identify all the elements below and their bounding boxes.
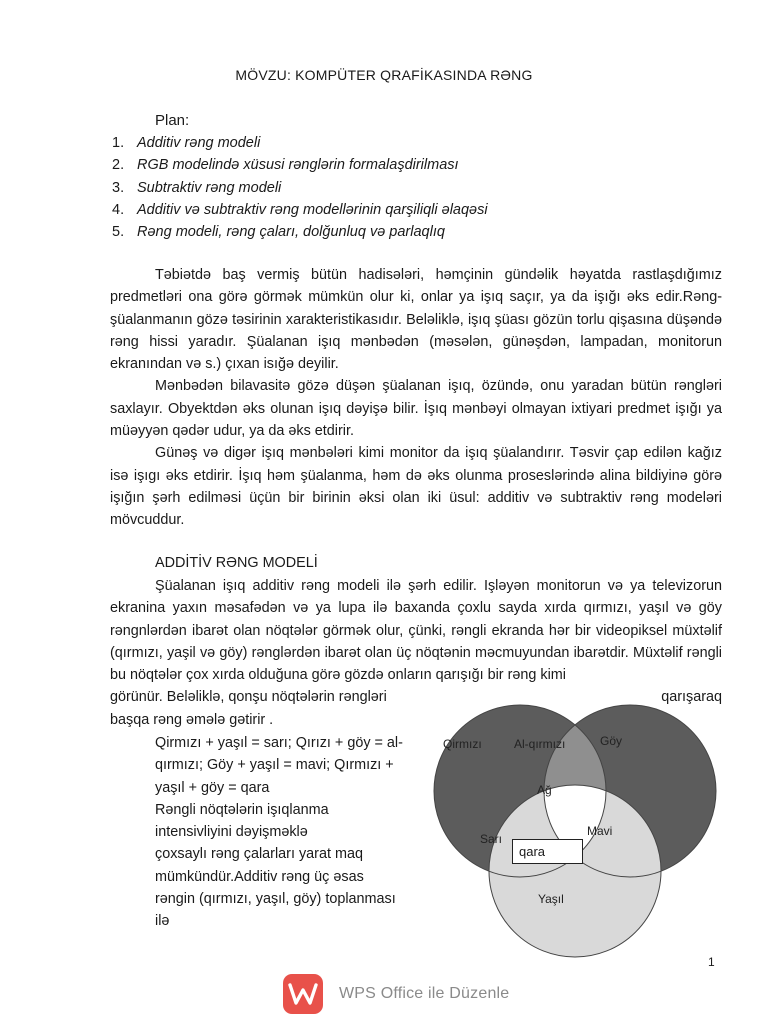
- wps-edit-banner[interactable]: [283, 972, 509, 1016]
- split-line-right: qarışaraq: [661, 689, 722, 705]
- plan-item-text: Additiv və subtraktiv rəng modellərinin qarşiliqli əlaqəsi: [137, 201, 488, 218]
- paragraph: Təbiətdə baş vermiş bütün hadisələri, həmçinin gündəlik həyatda rastlaşdığımız predmetləri ona görə görmək mümkün olur ki, onlar ya işıq saçır, ya da işığı əks edir.Rəng-şüalanmanın gözə təsirinin xarakteristikasıdır. Beləliklə, işıq şüası gözün torlu qişasına düşəndə rəng hissi yaradır. Şüalanan işıq mənbədən (məsələn, günəşdən, lampadan, monitorun ekranından və s.) çıxan isığə deyilir.: [110, 267, 722, 373]
- paragraph: Mənbədən bilavasitə gözə düşən şüalanan işıq, özündə, onu yaradan bütün rəngləri saxlayır. Obyektdən əks olunan işıq dəyişə bilir. İşıq mənbəyi olmayan ixtiyari predmet işığı ya müəyyən qədər udur, ya da əks etdirir.: [110, 378, 722, 440]
- plan-item-number: 5.: [112, 224, 125, 241]
- plan-item-text: Additiv rəng modeli: [137, 135, 261, 151]
- text-line: intensivliyini dəyişməklə: [155, 824, 308, 841]
- text-line: yaşıl + göy = qara: [155, 779, 270, 796]
- wps-logo-icon: [283, 974, 323, 1014]
- plan-item: [112, 199, 488, 221]
- page-title: MÖVZU: KOMPÜTER QRAFİKASINDA RƏNG: [235, 67, 533, 83]
- section-text: [110, 575, 722, 686]
- plan-item-number: 1.: [112, 135, 125, 151]
- label-yellow: Sarı: [480, 832, 503, 846]
- text-line: rəngin (qırmızı, yaşıl, göy) toplanması: [155, 891, 396, 908]
- label-magenta: Al-qırmızı: [514, 737, 566, 751]
- text-line: ilə: [155, 913, 170, 930]
- text-line: qırmızı; Göy + yaşıl = mavi; Qırmızı +: [155, 757, 394, 774]
- wps-edit-label[interactable]: WPS Office ile Düzenle: [339, 985, 510, 1002]
- plan-list: [112, 132, 488, 243]
- split-line-continuation: başqa rəng əmələ gətirir .: [110, 712, 274, 728]
- plan-item-number: 4.: [112, 201, 125, 218]
- label-red: Qirmızı: [443, 737, 482, 751]
- intro-text: [110, 264, 722, 532]
- text-line: Qirmızı + yaşıl = sarı; Qırızı + göy = al-: [155, 735, 403, 751]
- left-column-text: [110, 732, 415, 933]
- page-number: 1: [708, 955, 715, 969]
- plan-item: [112, 221, 488, 243]
- plan-item: [112, 154, 488, 176]
- black-label-box: qara: [512, 839, 583, 864]
- plan-item-number: 2.: [112, 157, 125, 174]
- wps-w-glyph: [288, 982, 318, 1006]
- text-line: mümkündür.Additiv rəng üç əsas: [155, 868, 364, 885]
- label-blue: Göy: [600, 734, 623, 748]
- split-line-left: görünür. Beləliklə, qonşu nöqtələrin rəngləri: [110, 689, 387, 705]
- plan-item: [112, 132, 488, 154]
- venn-svg: [425, 693, 725, 906]
- text-line: Rəngli nöqtələrin işıqlanma: [155, 801, 329, 818]
- plan-item-number: 3.: [112, 179, 125, 196]
- plan-item: [112, 177, 488, 199]
- plan-item-text: RGB modelində xüsusi rənglərin formalaşdirilması: [137, 157, 459, 174]
- label-white: Ağ: [537, 783, 552, 797]
- paragraph: Şüalanan işıq additiv rəng modeli ilə şərh edilir. Işləyən monitorun və ya televizorun ekranina yaxın məsafədən və ya lupa ilə baxanda çoxlu sayda xırda qırmızı, yaşıl və göy rəngnlərdən ibarət olan nöqtələr görmək olur, çünki, rəngli ekranda hər bir videopiksel müxtəlif (qırmızı, yaşil və göy) rənglərdən ibarət olan üç nöqtənin məcmuyundan ibarətdir. Müxtəlif rəngli bu nöqtələr çox xırda olduğuna görə gözdə onların qarışığı bir rəng kimi: [110, 578, 722, 684]
- paragraph: Günəş və digər işıq mənbələri kimi monitor da işıq şüalandırır. Təsvir çap edilən kağız isə işıgı əks etdirir. İşıq həm şüalanma, həm də əks olunma proseslərində alina bildiyinə görə işığın şərh edilməsi üçün bir birinin əksi olan iki üsul: additiv və subtraktiv rəng modeləri mövcuddur.: [110, 445, 722, 529]
- plan-item-text: Subtraktiv rəng modeli: [137, 179, 282, 196]
- label-green: Yaşıl: [538, 892, 564, 906]
- text-line: çoxsaylı rəng çalarları yarat maq: [155, 846, 363, 863]
- label-cyan: Mavi: [587, 824, 613, 838]
- plan-item-text: Rəng modeli, rəng çaları, dolğunluq və parlaqlıq: [137, 224, 445, 241]
- rgb-venn-diagram: [425, 693, 725, 906]
- section-heading: ADDİTİV RƏNG MODELİ: [155, 555, 318, 571]
- plan-heading: Plan:: [155, 112, 190, 129]
